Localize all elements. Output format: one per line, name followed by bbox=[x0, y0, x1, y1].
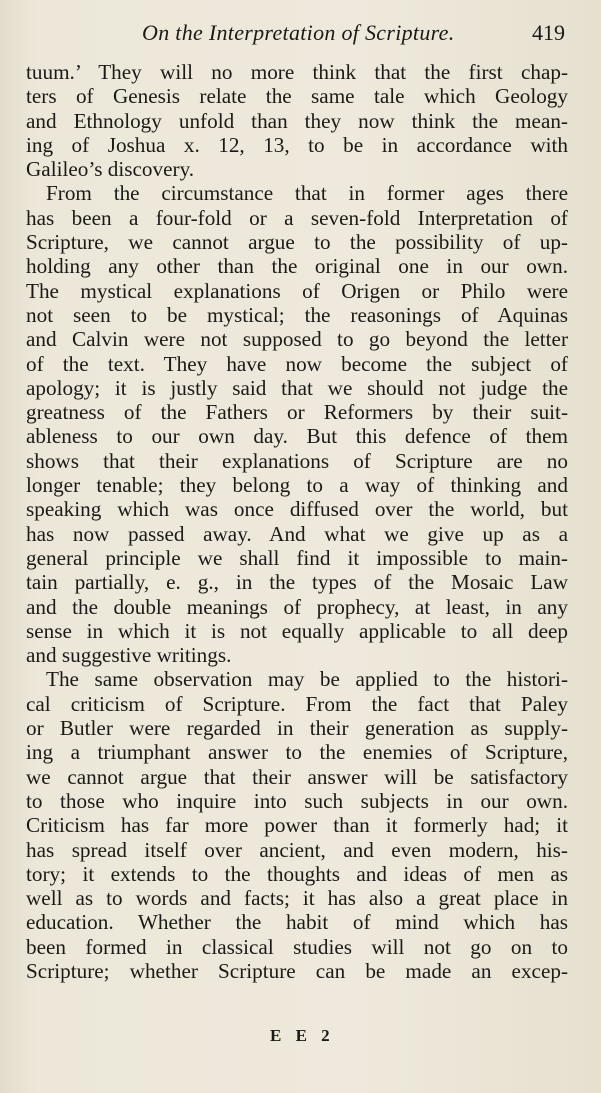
text-line: general principle we shall find it impossible to main- bbox=[26, 545, 568, 570]
text-line: been formed in classical studies will not go on to bbox=[26, 934, 568, 959]
text-line: sense in which it is not equally applicable to all deep bbox=[26, 618, 568, 643]
text-line: The same observation may be applied to the histori- bbox=[46, 667, 568, 692]
text-line: ableness to our own day. But this defence of them bbox=[26, 424, 568, 449]
text-line: has now passed away. And what we give up as a bbox=[26, 521, 568, 546]
text-line: ters of Genesis relate the same tale which Geology bbox=[26, 84, 568, 109]
body-text bbox=[26, 60, 568, 983]
text-line: has spread itself over ancient, and even modern, his- bbox=[26, 837, 568, 862]
text-line: and suggestive writings. bbox=[26, 643, 232, 668]
text-line: well as to words and facts; it has also a great place in bbox=[26, 886, 568, 911]
text-line: tuum.’ They will no more think that the first chap- bbox=[26, 60, 568, 84]
text-line: ing a triumphant answer to the enemies of Scripture, bbox=[26, 740, 568, 765]
text-line: The mystical explanations of Origen or Philo were bbox=[26, 278, 568, 303]
text-line: Scripture, we cannot argue to the possibility of up- bbox=[26, 230, 568, 255]
text-line: holding any other than the original one in our own. bbox=[26, 254, 568, 279]
printer-signature-mark: E E 2 bbox=[270, 1026, 335, 1045]
text-line: or Butler were regarded in their generation as supply- bbox=[26, 716, 568, 741]
text-line: to those who inquire into such subjects in our own. bbox=[26, 788, 568, 813]
text-line: From the circumstance that in former ages there bbox=[46, 181, 568, 206]
text-line: tain partially, e. g., in the types of the Mosaic Law bbox=[26, 570, 568, 595]
text-line: of the text. They have now become the subject of bbox=[26, 351, 568, 376]
text-line: cal criticism of Scripture. From the fact that Paley bbox=[26, 691, 568, 716]
page-number: 419 bbox=[532, 20, 565, 45]
text-line: greatness of the Fathers or Reformers by their suit- bbox=[26, 400, 568, 425]
text-line: Criticism has far more power than it formerly had; it bbox=[26, 813, 568, 838]
text-line: Scripture; whether Scripture can be made an excep- bbox=[26, 958, 568, 983]
text-line: Galileo’s discovery. bbox=[26, 157, 195, 182]
text-line: shows that their explanations of Scripture are no bbox=[26, 448, 568, 473]
text-line: tory; it extends to the thoughts and ideas of men as bbox=[26, 861, 568, 886]
text-line: ing of Joshua x. 12, 13, to be in accordance with bbox=[26, 132, 568, 157]
text-line: and Ethnology unfold than they now think the mean- bbox=[26, 108, 568, 133]
text-line: and the double meanings of prophecy, at least, in any bbox=[26, 594, 568, 619]
text-line: speaking which was once diffused over the world, but bbox=[26, 497, 568, 522]
running-title: On the Interpretation of Scripture. bbox=[142, 20, 455, 45]
text-line: education. Whether the habit of mind which has bbox=[26, 910, 568, 935]
text-line: longer tenable; they belong to a way of thinking and bbox=[26, 473, 568, 498]
running-head bbox=[0, 18, 601, 52]
text-line: and Calvin were not supposed to go beyond the letter bbox=[26, 327, 568, 352]
text-line: we cannot argue that their answer will be satisfactory bbox=[26, 764, 568, 789]
text-line: not seen to be mystical; the reasonings of Aquinas bbox=[26, 302, 568, 327]
text-line: has been a four-fold or a seven-fold Interpretation of bbox=[26, 205, 568, 230]
text-line: apology; it is justly said that we should not judge the bbox=[26, 375, 568, 400]
